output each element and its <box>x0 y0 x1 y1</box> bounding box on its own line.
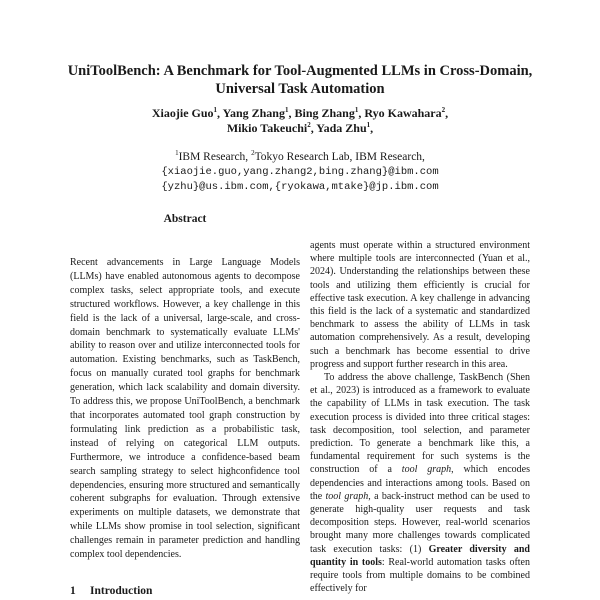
author-affil-mark: 1 <box>366 121 371 129</box>
author-affil-mark: 2 <box>441 106 446 114</box>
author-name: Mikio Takeuchi <box>226 121 308 135</box>
author-affil-mark: 1 <box>354 106 359 114</box>
emphasis: tool graph <box>325 490 369 502</box>
right-column-text <box>310 239 530 595</box>
title-line-1: UniToolBench: A Benchmark for Tool-Augmented LLMs in Cross-Domain, <box>67 63 533 79</box>
emphasis: tool graph <box>401 464 452 476</box>
section-number: 1 <box>70 585 76 597</box>
author-affil-mark: 2 <box>307 121 311 129</box>
paragraph: To address the above challenge, TaskBench (Shen et al., 2023) is introduced as a framework to evaluate the capability of LLMs in task execution. The task execution process is divided into three critical stages: task decomposition, tool selection, and parameter prediction. To generate a benchmark like this, a fundamental requirement for such systems is the construction of a tool graph, which encodes dependencies and interactions among tools. Based on the tool graph, a back-instruct method can be used to generate high-quality user requests and task decomposition steps. However, real-world scenarios brought many more challenges towards complicated task execution tasks: (1) Greater diversity and quantity in tools: Real-world automation tasks often require tools from multiple domains to be combined effectively for <box>310 372 531 595</box>
affiliations <box>60 150 540 195</box>
bold-phrase: Greater diversity and quantity in tools <box>310 543 530 568</box>
paragraph: agents must operate within a structured environment where multiple tools are interconnected (Yuan et al., 2024). Understanding the relationships between these tools and utilizing them efficiently is crucial for effective task execution. A key challenge in advancing this field is the lack of a systematic and standardized benchmark to assess the ability of LLMs in task automation comprehensively. As a result, developing such a benchmark has become essential to drive progress and support further research in this area. <box>310 240 530 370</box>
author-affil-mark: 1 <box>213 106 218 114</box>
affiliation-line: $^1$IBM Research, $^2$Tokyo Research Lab, IBM Research, <box>175 149 425 163</box>
author-name: Bing Zhang <box>294 106 355 120</box>
paper-title <box>60 62 540 98</box>
author-affil-mark: 1 <box>284 106 289 114</box>
section-title: Introduction <box>90 585 153 597</box>
author-name: Xiaojie Guo <box>151 106 214 120</box>
section-heading-introduction <box>70 585 300 597</box>
title-line-2: Universal Task Automation <box>215 81 385 97</box>
author-line-1: Xiaojie Guo$^1$, Yang Zhang$^1$, Bing Zhang$^1$, Ryo Kawahara$^2$, <box>151 106 449 120</box>
author-name: Yada Zhu <box>316 121 367 135</box>
abstract-heading: Abstract <box>163 213 207 225</box>
email-line-2: {yzhu}@us.ibm.com,{ryokawa,mtake}@jp.ibm.com <box>161 181 439 193</box>
author-line-2: Mikio Takeuchi$^2$, Yada Zhu$^1$, <box>226 121 374 135</box>
author-list <box>60 106 540 136</box>
abstract-body: Recent advancements in Large Language Models (LLMs) have enabled autonomous agents to decompose complex tasks, select appropriate tools, and execute structured workflows. However, a key challenge in this field is the lack of a universal, large-scale, and cross-domain benchmark to systematically evaluate LLMs' ability to reason over and utilize interconnected tools for automation. Existing benchmarks, such as TaskBench, focus on manually curated tool graphs for benchmark generation, which lack scalability and domain diversity. To address this, we propose UniToolBench, a benchmark that incorporates automated tool graph construction by formulating link prediction as a probabilistic task, instead of relying on categorical LLM outputs. Furthermore, we introduce a confidence-based beam search sampling strategy to select highconfidence tool dependencies, ensuring more structured and semantically coherent subgraphs for evaluation. Through extensive experiments on multiple datasets, we demonstrate that while LLMs show promise in tool selection, significant challenges remain in parameter prediction and handling complex tool dependencies. <box>70 257 300 561</box>
email-line-1: {xiaojie.guo,yang.zhang2,bing.zhang}@ibm.com <box>161 166 439 178</box>
author-name: Ryo Kawahara <box>364 106 442 120</box>
author-name: Yang Zhang <box>222 106 285 120</box>
